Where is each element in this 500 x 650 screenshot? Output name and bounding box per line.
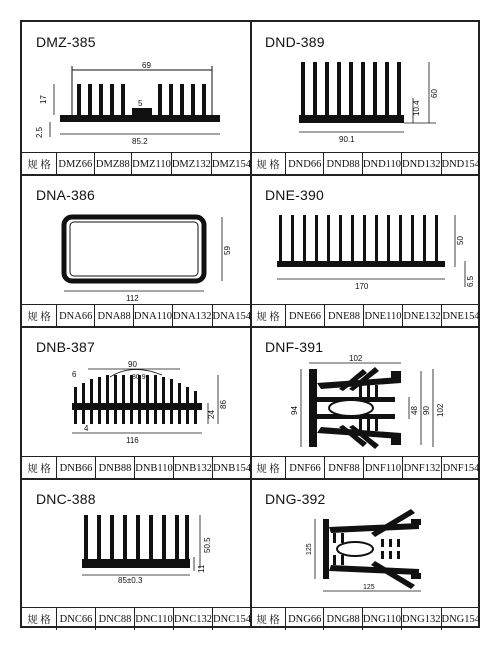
product-title: DND-389 — [265, 34, 325, 50]
model-cell: DND110 — [362, 153, 401, 175]
model-cell: DNF132 — [402, 457, 441, 479]
dim-height: 86 — [219, 400, 228, 409]
model-cell: DMZ132 — [171, 153, 211, 175]
spec-label: 规 格 — [256, 311, 280, 323]
spec-table — [22, 456, 251, 479]
dim-base: 6.5 — [466, 275, 475, 287]
model-cell: DNE110 — [363, 305, 402, 327]
dim-width: 125 — [363, 584, 375, 591]
dim-base: 2.5 — [35, 126, 44, 138]
dim-height: 125 — [306, 543, 313, 555]
model-cell: DNG110 — [362, 608, 401, 630]
dim-base: 11 — [197, 564, 206, 573]
dim-lower: 24 — [207, 410, 216, 419]
product-card-dnd-389 — [251, 22, 480, 175]
model-cell: DNG154 — [441, 608, 481, 630]
model-cell: DNA110 — [133, 305, 172, 327]
model-cell: DNB88 — [95, 457, 134, 479]
dim-outer: 102 — [436, 403, 445, 417]
product-title: DNA-386 — [36, 187, 95, 203]
dim-width: 69 — [142, 61, 151, 70]
spec-table — [22, 304, 251, 327]
dim-inner: 90 — [422, 406, 431, 415]
spec-label: 规 格 — [27, 614, 51, 626]
dim-gap: 5 — [138, 99, 143, 108]
model-cell: DNB110 — [134, 457, 173, 479]
model-cell: DNB132 — [173, 457, 212, 479]
dim-height: 94 — [290, 406, 299, 415]
dim-top: 102 — [349, 354, 363, 363]
spec-table — [251, 456, 480, 479]
product-card-dnb-387 — [22, 327, 251, 479]
dim-width: 85±0.3 — [118, 576, 143, 585]
dim-arc: 80.9 — [132, 374, 146, 381]
spec-label: 规 格 — [27, 463, 51, 475]
spec-table — [22, 607, 251, 630]
product-title: DMZ-385 — [36, 34, 96, 50]
model-cell: DNF66 — [285, 457, 324, 479]
dim-top: 90 — [128, 360, 137, 369]
product-title: DNG-392 — [265, 491, 326, 507]
spec-table — [251, 607, 480, 630]
model-cell: DND88 — [323, 153, 361, 175]
model-cell: DNC132 — [173, 608, 212, 630]
model-cell: DNA88 — [94, 305, 132, 327]
model-cell: DNA66 — [56, 305, 94, 327]
dim-height: 50 — [456, 236, 465, 245]
profile-drawing-dnc-388 — [22, 479, 251, 608]
product-card-dmz-385 — [22, 22, 251, 175]
model-cell: DNG66 — [285, 608, 323, 630]
model-cell: DNE88 — [324, 305, 363, 327]
dim-height: 50.5 — [203, 537, 212, 553]
dim-width: 112 — [126, 294, 139, 303]
spec-label: 规 格 — [256, 614, 280, 626]
spec-label: 规 格 — [27, 159, 51, 171]
model-cell: DNB66 — [56, 457, 95, 479]
dim-width: 116 — [126, 436, 139, 445]
model-cell: DNE132 — [402, 305, 441, 327]
spec-label: 规 格 — [256, 159, 280, 171]
dim-height: 59 — [223, 246, 232, 255]
dim-base: 10.4 — [412, 100, 421, 116]
product-card-dnc-388 — [22, 479, 251, 630]
dim-fin: 6 — [72, 370, 77, 379]
model-cell: DMZ88 — [94, 153, 132, 175]
model-cell: DNF154 — [441, 457, 480, 479]
product-title: DNF-391 — [265, 339, 324, 355]
dim-width: 170 — [355, 282, 369, 291]
dim-width: 90.1 — [339, 135, 355, 144]
dim-height: 60 — [430, 89, 439, 98]
model-cell: DND132 — [401, 153, 441, 175]
spec-label: 规 格 — [27, 311, 51, 323]
dim-total: 85.2 — [132, 137, 148, 146]
profile-drawing-dng-392 — [251, 479, 480, 608]
profile-drawing-dnd-389 — [251, 22, 480, 153]
profile-drawing-dne-390 — [251, 175, 480, 305]
model-cell: DNB154 — [212, 457, 251, 479]
product-card-dng-392 — [251, 479, 480, 630]
spec-label: 规 格 — [256, 463, 280, 475]
model-cell: DNA132 — [172, 305, 212, 327]
spec-table — [251, 152, 480, 175]
model-cell: DNG88 — [323, 608, 361, 630]
model-cell: DMZ110 — [131, 153, 171, 175]
dim-pitch: 4 — [84, 424, 89, 433]
product-title: DNE-390 — [265, 187, 324, 203]
model-cell: DNA154 — [212, 305, 252, 327]
dim-slot: 48 — [410, 406, 419, 415]
model-cell: DNG132 — [401, 608, 441, 630]
model-cell: DNE66 — [285, 305, 324, 327]
model-cell: DMZ66 — [56, 153, 94, 175]
model-cell: DNE154 — [441, 305, 480, 327]
model-cell: DNC88 — [95, 608, 134, 630]
model-cell: DNF88 — [324, 457, 363, 479]
model-cell: DNC66 — [56, 608, 95, 630]
profile-drawing-dna-386 — [22, 175, 251, 305]
product-card-dna-386 — [22, 175, 251, 327]
profile-drawing-dmz-385 — [22, 22, 251, 153]
product-card-dnf-391 — [251, 327, 480, 479]
product-card-dne-390 — [251, 175, 480, 327]
model-cell: DNC110 — [134, 608, 173, 630]
spec-table — [251, 304, 480, 327]
model-cell: DND154 — [441, 153, 481, 175]
model-cell: DNC154 — [212, 608, 251, 630]
model-cell: DMZ154 — [211, 153, 251, 175]
profile-drawing-dnb-387 — [22, 327, 251, 457]
spec-table — [22, 152, 251, 175]
dim-height: 17 — [39, 95, 48, 104]
model-cell: DND66 — [285, 153, 323, 175]
product-title: DNB-387 — [36, 339, 95, 355]
product-title: DNC-388 — [36, 491, 96, 507]
catalog-sheet — [20, 20, 480, 628]
profile-drawing-dnf-391 — [251, 327, 480, 457]
model-cell: DNF110 — [363, 457, 402, 479]
